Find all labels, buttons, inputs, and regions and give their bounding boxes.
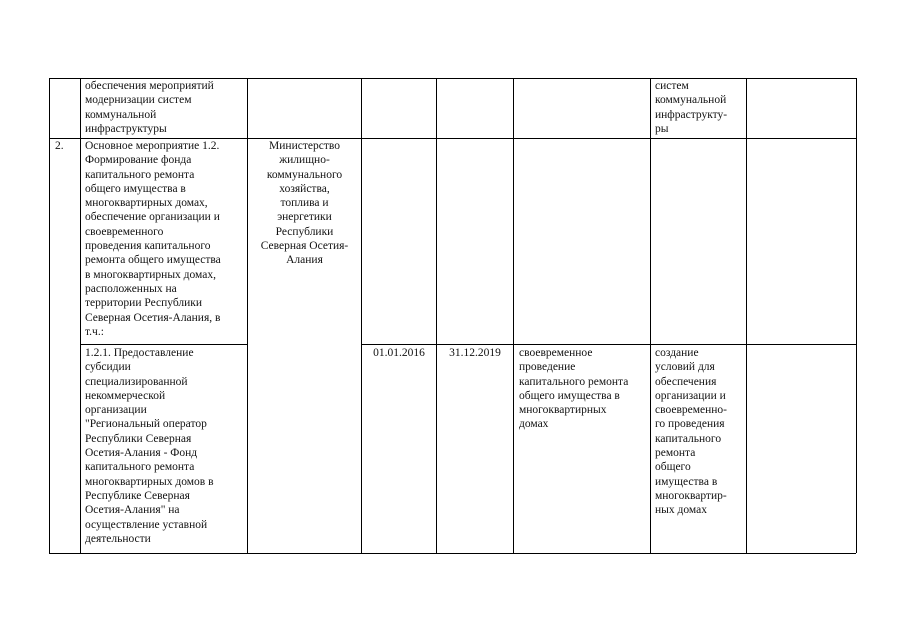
column-divider [361,78,362,553]
goal-text: создание условий для обеспечения организации и своевременно- го проведения капитального ремонта общего имущества в многоквартир- ных домах [655,347,728,517]
table-border-bottom [49,553,856,554]
column-divider [650,78,651,553]
row-divider [80,344,247,345]
row1-goal: систем коммунальной инфраструкту- ры [655,80,728,135]
row2-name: Основное мероприятие 1.2. Формирование фонда капитального ремонта общего имущества в многоквартирных домах, обеспечение организации и своевременного проведения капитального ремонта общего имущества в многоквартирных домах, расположенных на территории Республики Северная Осетия-Алания, в т.ч.: [85,140,221,338]
column-divider [247,78,248,553]
start-date: 01.01.2016 [373,347,425,359]
end-date: 31.12.2019 [449,347,501,359]
column-divider [436,78,437,553]
row3-name: 1.2.1. Предоставление субсидии специализированной некоммерческой организации "Региональный оператор Республики Северная Осетия-Алания - Фонд капитального ремонта многоквартирных домов в Республике Северная Осетия-Алания" на осуществление уставной деятельности [85,347,214,545]
column-divider [746,78,747,553]
responsible-executor: Министерство жилищно- коммунального хозяйства, топлива и энергетики Республики Северная Осетия- Алания [260,140,349,267]
column-divider [80,78,81,553]
row2-number: 2. [55,140,64,152]
column-divider [513,78,514,553]
table-border-right [856,78,857,553]
expected-result: своевременное проведение капитального ремонта общего имущества в многоквартирных домах [519,347,629,431]
column-divider [49,78,50,553]
row1-name: обеспечения мероприятий модернизации систем коммунальной инфраструктуры [85,80,214,135]
